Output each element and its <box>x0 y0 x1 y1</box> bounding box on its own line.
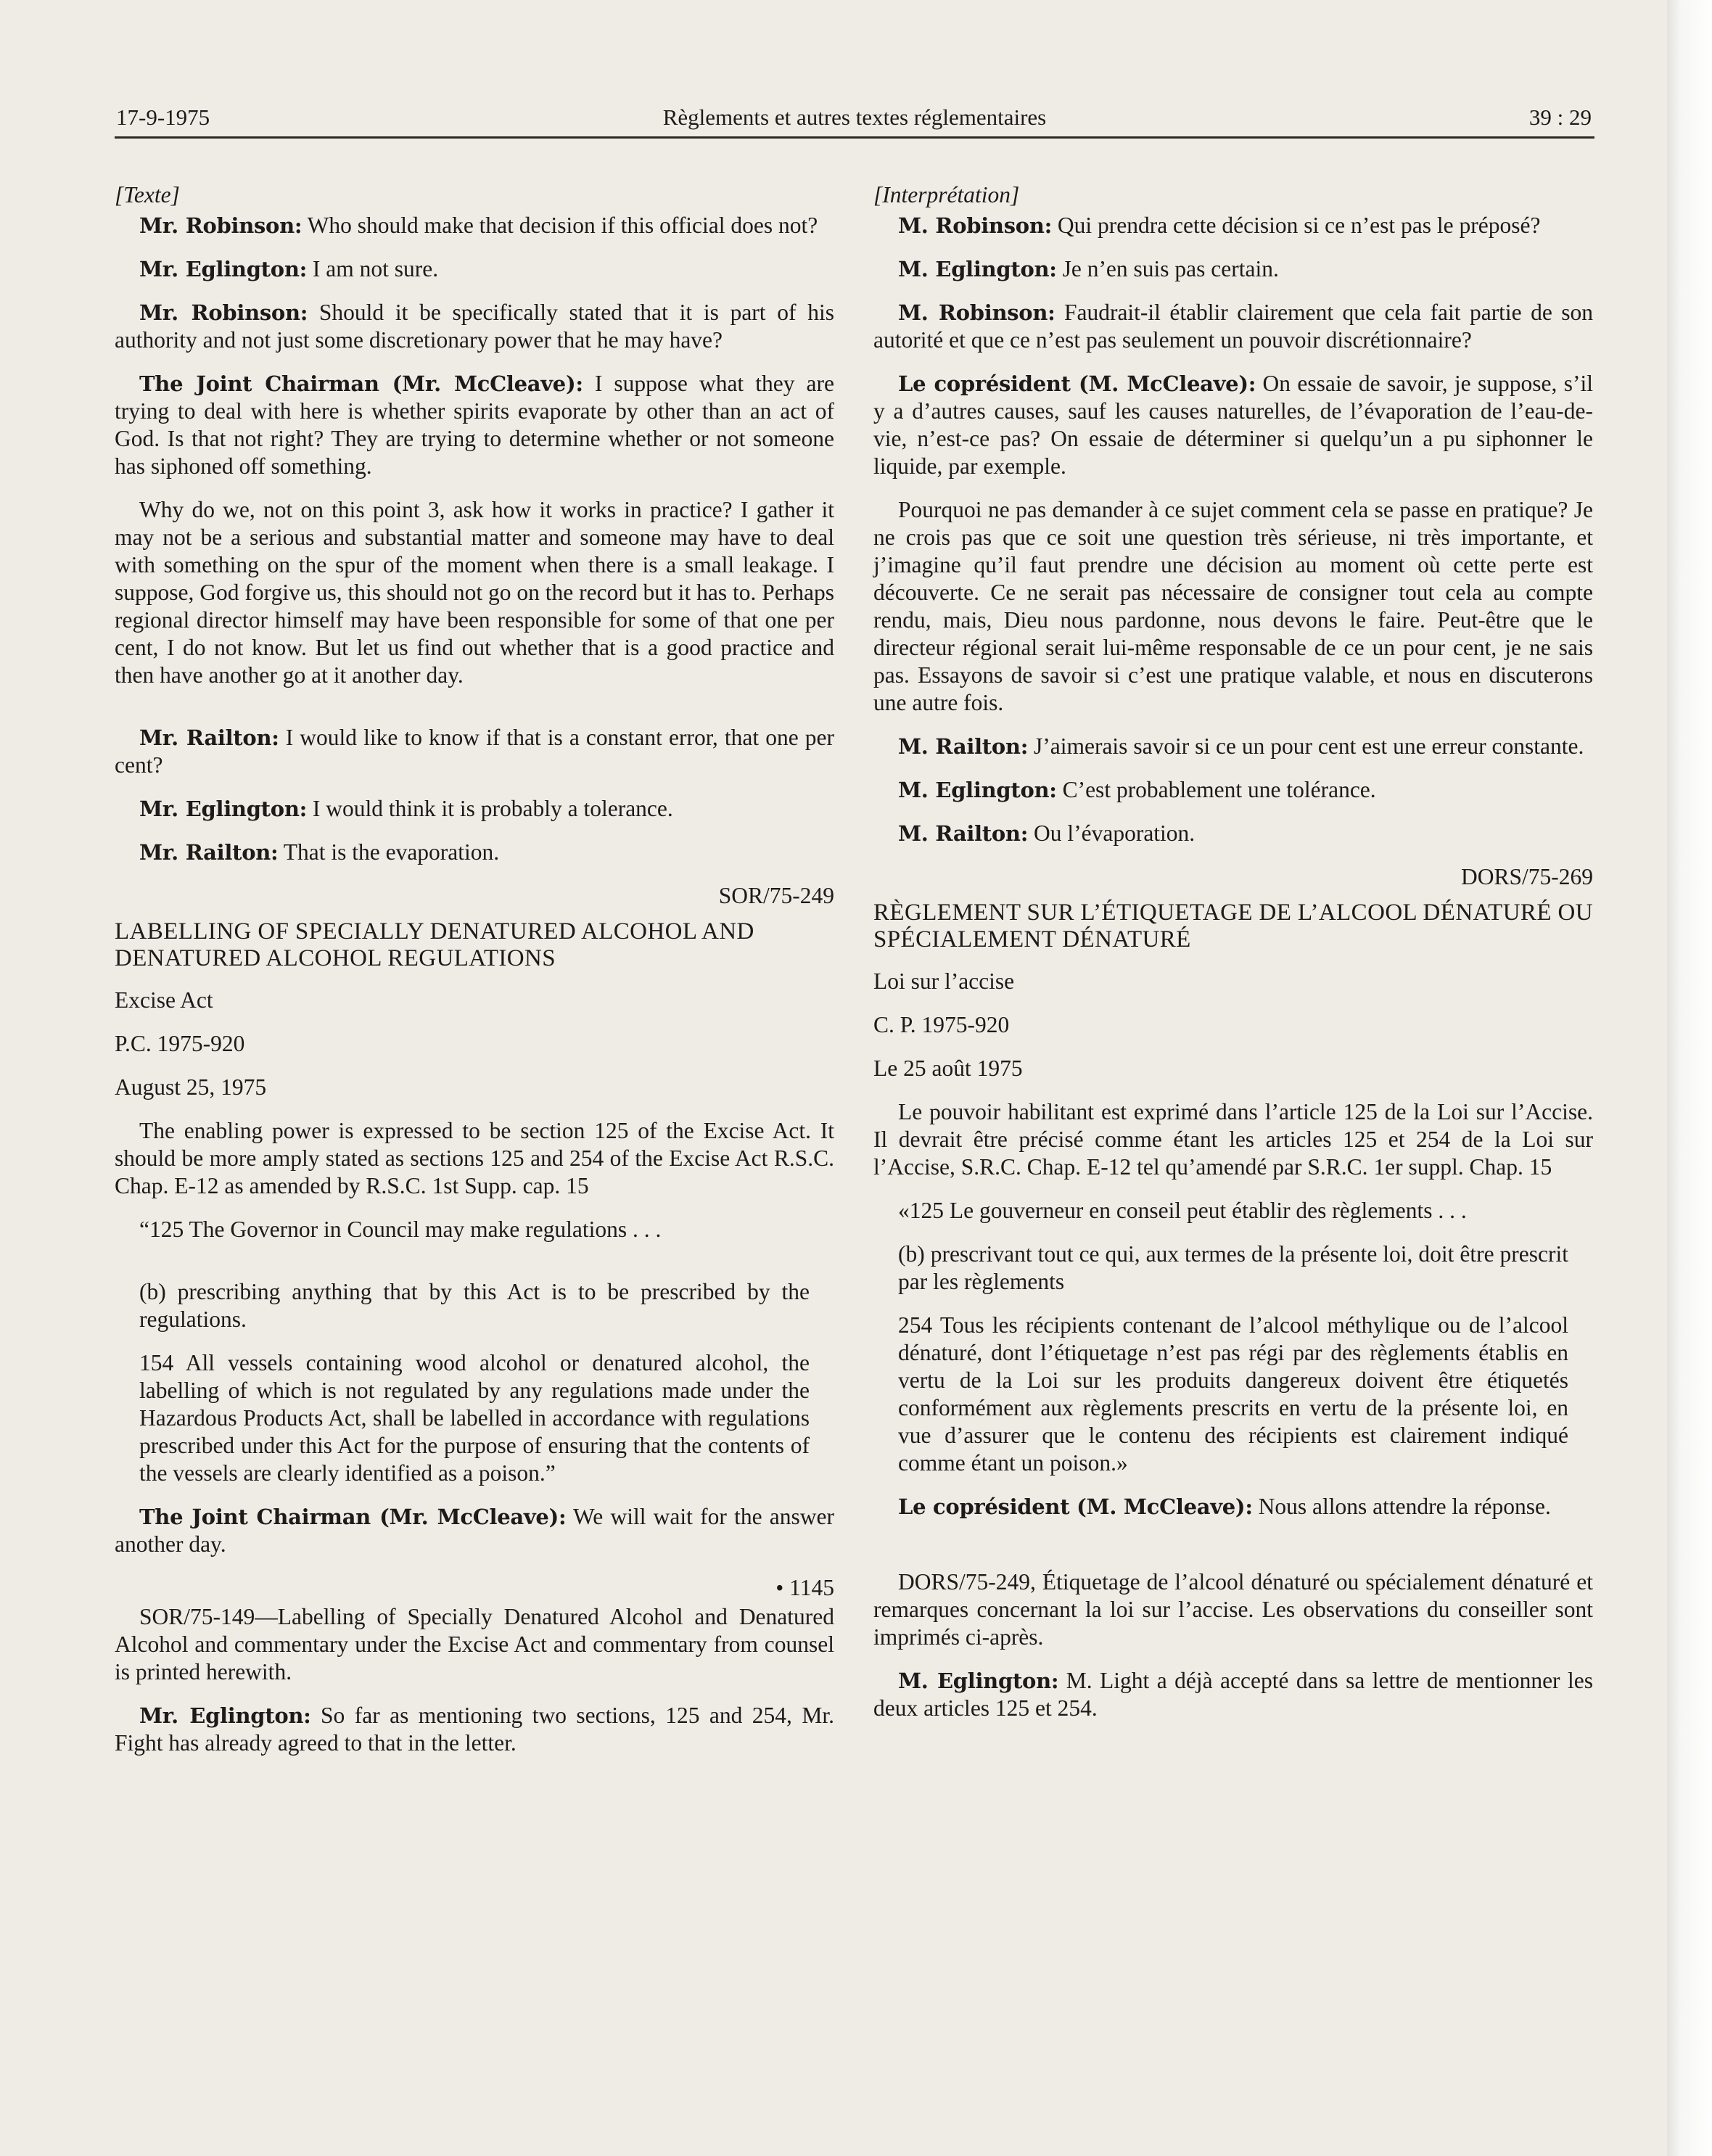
commentary-paragraph: DORS/75-249, Étiquetage de l’alcool dénaturé ou spécialement dénaturé et remarques concernant la loi sur l’accise. Les observations du conseiller sont imprimés ci-après. <box>873 1569 1593 1650</box>
quoted-section: “125 The Governor in Council may make regulations . . . <box>139 1217 662 1242</box>
quoted-section: «125 Le gouverneur en conseil peut établir des règlements . . . <box>898 1198 1467 1223</box>
regulation-date: Le 25 août 1975 <box>873 1056 1023 1081</box>
speaker-name: The Joint Chairman (Mr. McCleave): <box>139 1505 567 1529</box>
speech-text: C’est probablement une tolérance. <box>1056 777 1376 802</box>
transcript-paragraph <box>873 733 1593 760</box>
speech-text: Who should make that decision if this official does not? <box>302 213 818 238</box>
header-title: Règlements et autres textes réglementaires <box>662 104 1047 130</box>
language-label: [Texte] <box>115 182 180 207</box>
transcript-paragraph <box>873 1493 1593 1521</box>
speech-text: I am not sure. <box>307 256 439 281</box>
transcript-paragraph <box>873 370 1593 480</box>
header-rule <box>115 136 1594 139</box>
speech-text: Faudrait-il établir clairement que cela fait partie de son autorité et que ce n’est pas seulement un pouvoir discrétionnaire? <box>873 300 1593 353</box>
speech-text: M. Light a déjà accepté dans sa lettre de mentionner les deux articles 125 et 254. <box>873 1668 1593 1721</box>
speaker-name: Mr. Eglington: <box>139 797 308 821</box>
regulation-heading: LABELLING OF SPECIALLY DENATURED ALCOHOL AND DENATURED ALCOHOL REGULATIONS <box>115 918 754 971</box>
language-label: [Interprétation] <box>873 182 1020 207</box>
english-column <box>115 181 834 1773</box>
spacer <box>115 705 834 724</box>
quoted-section: 154 All vessels containing wood alcohol or denatured alcohol, the labelling of which is not regulated by any regulations made under the Hazardous Products Act, shall be labelled in accordance with regulations prescribed under this Act for the purpose of ensuring that the contents of the vessels are clearly identified as a poison.” <box>139 1350 810 1486</box>
transcript-paragraph <box>115 212 834 239</box>
transcript-paragraph <box>873 299 1593 354</box>
transcript-paragraph: Why do we, not on this point 3, ask how it works in practice? I gather it may not be a serious and substantial matter and someone may have to deal with something on the spur of the moment when there is a small leakage. I suppose, God forgive us, this should not go on the record but it has to. Perhaps regional director himself may have been responsible for some of that one per cent, I do not know. But let us find out whether that is a good practice and then have another go at it another day. <box>115 497 834 688</box>
transcript-paragraph <box>873 776 1593 804</box>
time-marker: • 1145 <box>775 1575 834 1600</box>
speech-text: On essaie de savoir, je suppose, s’il y a d’autres causes, sauf les causes naturelles, de l’évaporation de l’eau-de-vie, n’est-ce pas? On essaie de déterminer si quelqu’un a pu siphonner le liquide, par exemple. <box>873 371 1593 479</box>
speech-text: I would like to know if that is a constant error, that one per cent? <box>115 725 834 778</box>
french-column <box>873 181 1593 1738</box>
transcript-paragraph <box>115 299 834 354</box>
speaker-name: Le coprésident (M. McCleave): <box>898 371 1256 396</box>
speaker-name: Mr. Railton: <box>139 725 279 750</box>
transcript-paragraph: Pourquoi ne pas demander à ce sujet comment cela se passe en pratique? Je ne crois pas que ce soit une question très sérieuse, ni très importante, et j’imagine qu’il faut prendre une décision au moment où cette perte est découverte. Ce ne serait pas nécessaire de consigner tout cela au compte rendu, mais, Dieu nous pardonne, nous devons le faire. Peut-être que le directeur régional serait lui-même responsable de ce un pour cent, je ne sais pas. Essayons de savoir si c’est une pratique valable, et nous en discuterons une autre fois. <box>873 497 1593 715</box>
speaker-name: M. Robinson: <box>898 300 1055 325</box>
speaker-name: Le coprésident (M. McCleave): <box>898 1494 1253 1519</box>
speech-text: I suppose what they are trying to deal with here is whether spirits evaporate by other than an act of God. Is that not right? They are trying to determine whether or not someone has siphoned off something. <box>115 371 834 479</box>
quoted-section: (b) prescrivant tout ce qui, aux termes de la présente loi, doit être prescrit par les règlements <box>898 1241 1568 1294</box>
act-name: Excise Act <box>115 987 213 1013</box>
speech-text: We will wait for the answer another day. <box>115 1504 834 1557</box>
speaker-name: M. Robinson: <box>898 213 1052 238</box>
speaker-name: The Joint Chairman (Mr. McCleave): <box>139 371 583 396</box>
regulation-reference: DORS/75-269 <box>1460 864 1593 889</box>
order-in-council: C. P. 1975-920 <box>873 1012 1010 1037</box>
speech-text: I would think it is probably a tolerance. <box>307 796 673 821</box>
speech-text: Je n’en suis pas certain. <box>1056 256 1279 281</box>
spacer <box>873 1536 1593 1568</box>
transcript-paragraph <box>873 820 1593 847</box>
transcript-paragraph <box>873 1667 1593 1722</box>
speaker-name: M. Eglington: <box>898 1669 1059 1693</box>
speaker-name: Mr. Robinson: <box>139 213 303 238</box>
transcript-paragraph <box>115 1702 834 1757</box>
speech-text: So far as mentioning two sections, 125 and 254, Mr. Fight has already agreed to that in the letter. <box>115 1703 834 1756</box>
regulation-reference: SOR/75-249 <box>718 883 834 908</box>
speaker-name: Mr. Railton: <box>139 840 279 865</box>
regulation-date: August 25, 1975 <box>115 1074 267 1100</box>
speech-text: Qui prendra cette décision si ce n’est pas le préposé? <box>1051 213 1541 238</box>
regulation-heading: RÈGLEMENT SUR L’ÉTIQUETAGE DE L’ALCOOL DÉNATURÉ OU SPÉCIALEMENT DÉNATURÉ <box>873 900 1594 952</box>
quoted-section: (b) prescribing anything that by this Act is to be prescribed by the regulations. <box>139 1279 810 1332</box>
commentary-paragraph: The enabling power is expressed to be section 125 of the Excise Act. It should be more amply stated as sections 125 and 254 of the Excise Act R.S.C. Chap. E-12 as amended by R.S.C. 1st Supp. cap. 15 <box>115 1118 834 1198</box>
speech-text: Nous allons attendre la réponse. <box>1252 1494 1551 1519</box>
speaker-name: Mr. Eglington: <box>139 257 308 281</box>
speaker-name: M. Railton: <box>898 734 1029 759</box>
transcript-paragraph <box>115 370 834 480</box>
speaker-name: Mr. Robinson: <box>139 300 308 325</box>
commentary-paragraph: SOR/75-149—Labelling of Specially Denatured Alcohol and Denatured Alcohol and commentary under the Excise Act and commentary from counsel is printed herewith. <box>115 1604 834 1684</box>
transcript-paragraph <box>873 212 1593 239</box>
header-date: 17-9-1975 <box>116 104 210 130</box>
page-header <box>115 99 1594 133</box>
speaker-name: M. Eglington: <box>898 778 1057 802</box>
page-number: 39 : 29 <box>1528 104 1592 130</box>
speaker-name: M. Railton: <box>898 821 1029 846</box>
speech-text: J’aimerais savoir si ce un pour cent est une erreur constante. <box>1028 733 1584 759</box>
transcript-paragraph <box>873 255 1593 283</box>
transcript-paragraph <box>115 839 834 866</box>
speech-text: That is the evaporation. <box>278 839 500 865</box>
act-name: Loi sur l’accise <box>873 968 1015 994</box>
speech-text: Should it be specifically stated that it is part of his authority and not just some discretionary power that he may have? <box>115 300 834 353</box>
transcript-paragraph <box>115 724 834 779</box>
speaker-name: M. Eglington: <box>898 257 1057 281</box>
transcript-paragraph <box>115 795 834 823</box>
speaker-name: Mr. Eglington: <box>139 1703 311 1728</box>
scan-edge <box>1667 0 1712 2156</box>
order-in-council: P.C. 1975-920 <box>115 1031 245 1056</box>
commentary-paragraph: Le pouvoir habilitant est exprimé dans l’article 125 de la Loi sur l’Accise. Il devrait être précisé comme étant les articles 125 et 254 de la Loi sur l’Accise, S.R.C. Chap. E-12 tel qu’amendé par S.R.C. 1er suppl. Chap. 15 <box>873 1099 1593 1180</box>
speech-text: Ou l’évaporation. <box>1028 820 1195 846</box>
spacer <box>115 1259 834 1278</box>
quoted-section: 254 Tous les récipients contenant de l’alcool méthylique ou de l’alcool dénaturé, dont l’étiquetage n’est pas régi par des règlements établis en vertu de la Loi sur les produits dangereux doivent être étiquetés conformément aux règlements prescrits en vertu de la présente loi, en vue d’assurer que le contenu des récipients est clairement indiqué comme étant un poison.» <box>898 1312 1568 1476</box>
transcript-paragraph <box>115 255 834 283</box>
transcript-paragraph <box>115 1503 834 1558</box>
